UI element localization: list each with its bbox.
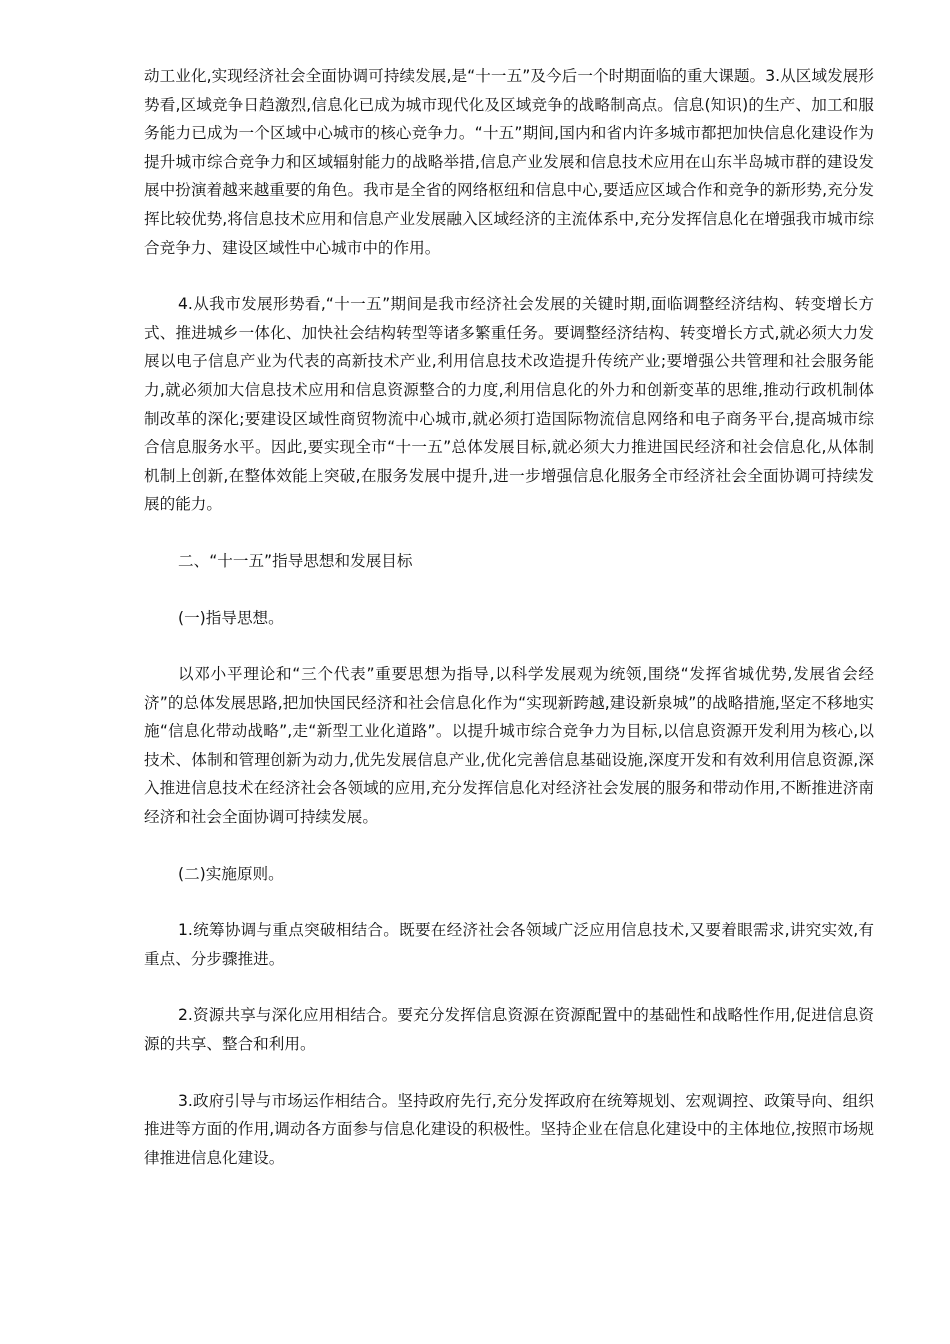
- paragraph-development-situation: 4.从我市发展形势看,“十一五”期间是我市经济社会发展的关键时期,面临调整经济结构、转变增长方式、推进城乡一体化、加快社会结构转型等诸多繁重任务。要调整经济结构、转变增长方式,就必须大力发展以电子信息产业为代表的高新技术产业,利用信息技术改造提升传统产业;要增强公共管理和社会服务能力,就必须加大信息技术应用和信息资源整合的力度,利用信息化的外力和创新变革的思维,推动行政机制体制改革的深化;要建设区域性商贸物流中心城市,就必须打造国际物流信息网络和电子商务平台,提高城市综合信息服务水平。因此,要实现全市“十一五”总体发展目标,就必须大力推进国民经济和社会信息化,从体制机制上创新,在整体效能上突破,在服务发展中提升,进一步增强信息化服务全市经济社会全面协调可持续发展的能力。: [144, 295, 874, 514]
- principle-item-1: 1.统筹协调与重点突破相结合。既要在经济社会各领域广泛应用信息技术,又要着眼需求,讲究实效,有重点、分步骤推进。: [144, 921, 874, 968]
- document-page: [144, 62, 874, 1200]
- paragraph-continuation: 动工业化,实现经济社会全面协调可持续发展,是“十一五”及今后一个时期面临的重大课题。3.从区域发展形势看,区域竞争日趋激烈,信息化已成为城市现代化及区域竞争的战略制高点。信息(知识)的生产、加工和服务能力已成为一个区域中心城市的核心竞争力。“十五”期间,国内和省内许多城市都把加快信息化建设作为提升城市综合竞争力和区域辐射能力的战略举措,信息产业发展和信息技术应用在山东半岛城市群的建设发展中扮演着越来越重要的角色。我市是全省的网络枢纽和信息中心,要适应区域合作和竞争的新形势,充分发挥比较优势,将信息技术应用和信息产业发展融入区域经济的主流体系中,充分发挥信息化在增强我市城市综合竞争力、建设区域性中心城市中的作用。: [144, 67, 874, 257]
- subsection-heading-guiding-ideology: (一)指导思想。: [178, 608, 284, 627]
- section-heading: 二、“十一五”指导思想和发展目标: [178, 551, 413, 570]
- principle-item-3: 3.政府引导与市场运作相结合。坚持政府先行,充分发挥政府在统筹规划、宏观调控、政策导向、组织推进等方面的作用,调动各方面参与信息化建设的积极性。坚持企业在信息化建设中的主体地位,按照市场规律推进信息化建设。: [144, 1091, 874, 1167]
- principle-item-2: 2.资源共享与深化应用相结合。要充分发挥信息资源在资源配置中的基础性和战略性作用,促进信息资源的共享、整合和利用。: [144, 1006, 874, 1054]
- paragraph-guiding-ideology: 以邓小平理论和“三个代表”重要思想为指导,以科学发展观为统领,围绕“发挥省城优势,发展省会经济”的总体发展思路,把加快国民经济和社会信息化作为“实现新跨越,建设新泉城”的战略措施,坚定不移地实施“信息化带动战略”,走“新型工业化道路”。以提升城市综合竞争力为目标,以信息资源开发利用为核心,以技术、体制和管理创新为动力,优先发展信息产业,优化完善信息基础设施,深度开发和有效利用信息资源,深入推进信息技术在经济社会各领域的应用,充分发挥信息化对经济社会发展的服务和带动作用,不断推进济南经济和社会全面协调可持续发展。: [144, 665, 874, 827]
- subsection-heading-principles: (二)实施原则。: [178, 864, 284, 883]
